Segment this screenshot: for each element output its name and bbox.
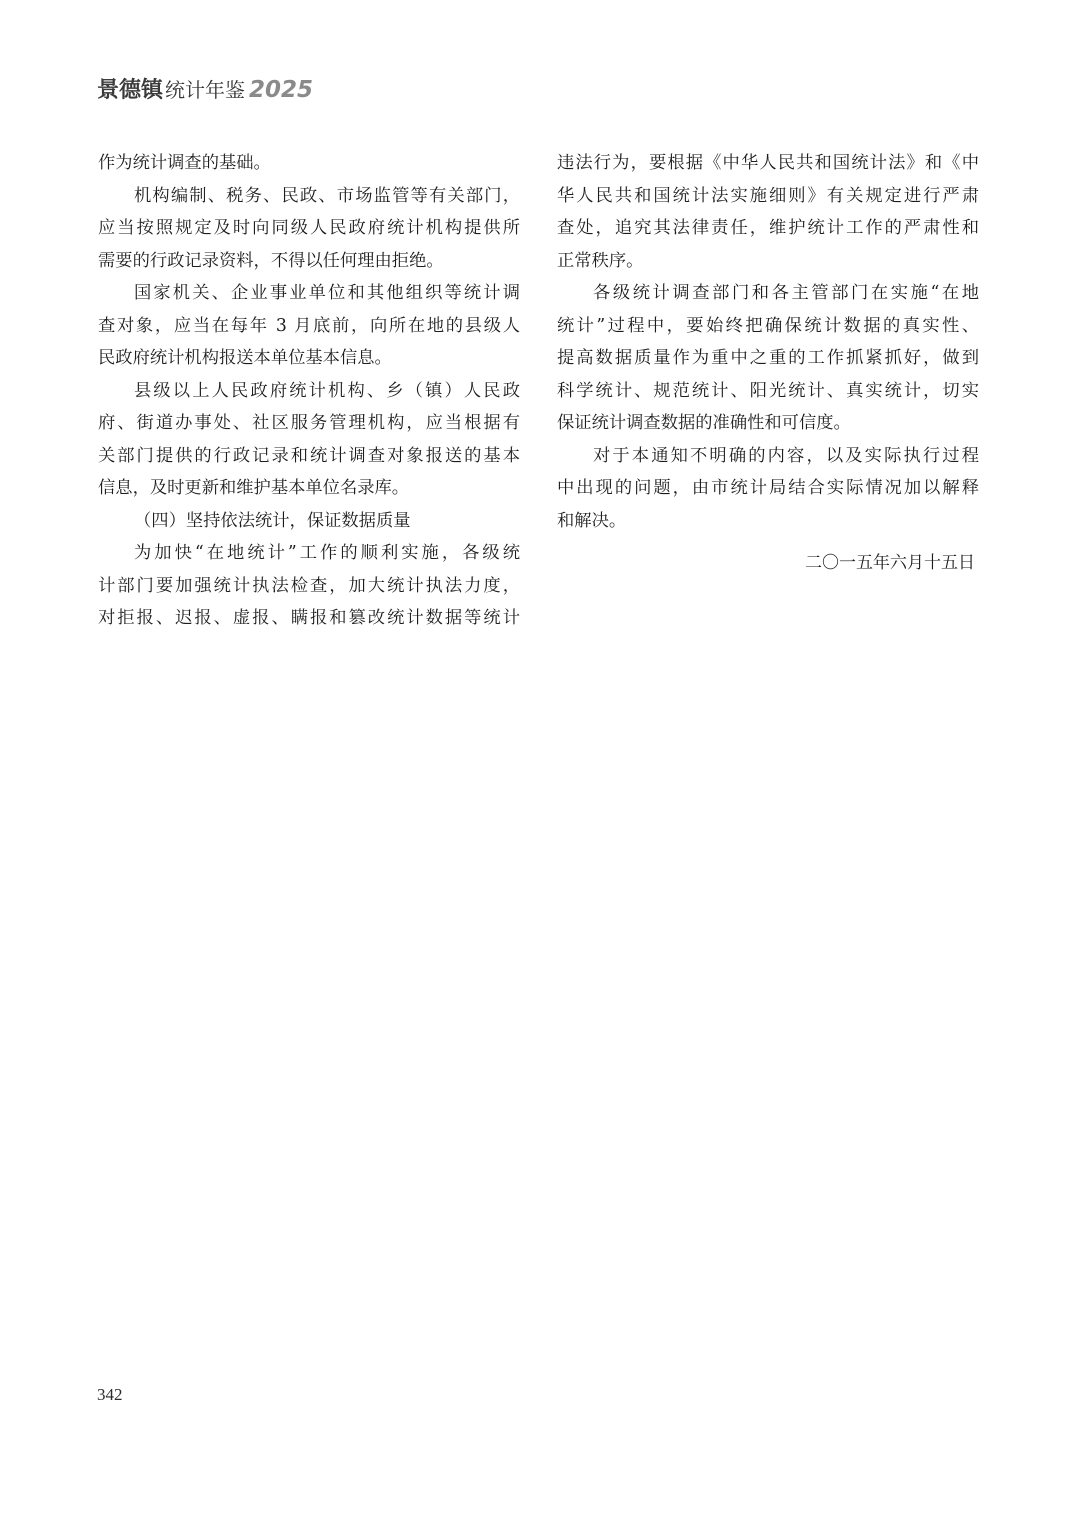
section-heading: （四）坚持依法统计，保证数据质量 [134,510,411,531]
text-line: 机构编制、税务、民政、市场监管等有关部门， [134,185,520,206]
left-column [98,147,520,635]
text-line: 对于本通知不明确的内容，以及实际执行过程 [593,445,979,466]
text-line: 国家机关、企业事业单位和其他组织等统计调 [134,283,520,303]
text-line: 关部门提供的行政记录和统计调查对象报送的基本 [98,445,520,466]
text-line: 需要的行政记录资料，不得以任何理由拒绝。 [98,250,444,271]
header-book-title: 统计年鉴 [165,78,246,102]
text-line: 和解决。 [557,510,627,531]
text-line: 统计”过程中，要始终把确保统计数据的真实性、 [557,315,979,336]
page-number: 342 [97,1385,123,1404]
header-city-logo: 景德镇 [97,78,164,103]
text-line: 科学统计、规范统计、阳光统计、真实统计，切实 [557,380,979,401]
text-line: 违法行为，要根据《中华人民共和国统计法》和《中 [557,153,979,173]
text-line: 查对象，应当在每年 3 月底前，向所在地的县级人 [98,315,520,336]
text-line: 县级以上人民政府统计机构、乡（镇）人民政 [134,380,520,401]
text-line: 应当按照规定及时向同级人民政府统计机构提供所 [98,218,520,238]
header-year: 2025 [249,77,314,103]
text-line: 正常秩序。 [557,250,644,271]
right-column [557,147,979,537]
document-date: 二〇一五年六月十五日 [805,553,975,573]
running-header [97,73,313,107]
text-line: 中出现的问题，由市统计局结合实际情况加以解释 [557,478,979,498]
text-line: 府、街道办事处、社区服务管理机构，应当根据有 [98,413,520,433]
text-line: 作为统计调查的基础。 [98,153,271,173]
text-line: 各级统计调查部门和各主管部门在实施“在地 [593,283,979,303]
text-line: 华人民共和国统计法实施细则》有关规定进行严肃 [557,185,979,206]
text-line: 保证统计调查数据的准确性和可信度。 [557,413,851,433]
text-line: 对拒报、迟报、虚报、瞒报和篡改统计数据等统计 [98,608,520,628]
text-line: 计部门要加强统计执法检查，加大统计执法力度， [98,575,520,596]
text-line: 民政府统计机构报送本单位基本信息。 [98,348,392,368]
text-line: 提高数据质量作为重中之重的工作抓紧抓好，做到 [557,348,979,368]
text-line: 为加快“在地统计”工作的顺利实施，各级统 [134,543,520,563]
text-line: 信息，及时更新和维护基本单位名录库。 [98,478,410,498]
text-line: 查处，追究其法律责任，维护统计工作的严肃性和 [557,218,979,238]
